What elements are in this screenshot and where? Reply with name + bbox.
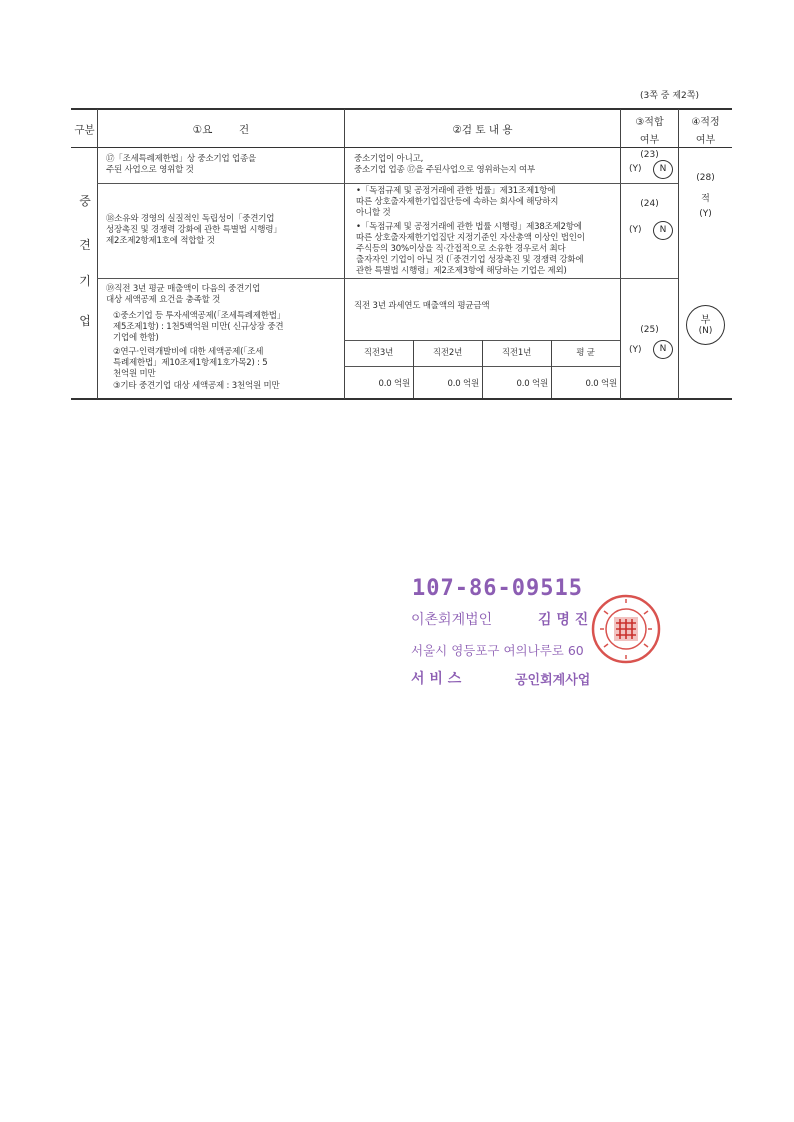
row3-requirement-1: ①중소기업 등 투자세액공제(「조세특례제한법」 제5조제1항) : 1천5백억원 미만( 신규상장 중견 기업에 한함) (113, 311, 286, 343)
row2-review-b: •「독점규제 및 공정거래에 관한 법률 시행령」제38조제2항에 따른 상호출자제한기업집단 지정기준인 자산총액 이상인 법인이 주식등의 30%이상을 직·간접적으로 소유한 경우로서 최다 출자자인 기업이 아닐 것 (「중견기업 성장촉진 및 경쟁력 강화에 관한 특별법 시행령」제2조제3항에 해당하는 기업은 제외) (356, 222, 585, 276)
stamp-firm-name: 이촌회계법인 (411, 612, 493, 628)
proper-code: (28) (696, 173, 715, 183)
header-requirements: ①요 건 (192, 124, 250, 136)
proper-no-label: 부 (700, 315, 711, 326)
side-label-char-4: 업 (79, 314, 91, 328)
value-1y: 0.0 억원 (516, 379, 548, 389)
value-2y: 0.0 억원 (447, 379, 479, 389)
row3-requirement-2: ②연구·인력개발비에 대한 세액공제(「조세 특례제한법」제10조제1항제1호가목2) : 5 천억원 미만 (113, 347, 268, 379)
row1-n-circle (653, 160, 673, 179)
col-header-2y: 직전2년 (432, 348, 463, 358)
col-divider-4 (678, 109, 679, 399)
row1-requirement: ⑰「조세특례제한법」상 중소기업 업종을 주된 사업으로 영위할 것 (106, 154, 257, 175)
proper-no-circle (686, 305, 725, 345)
col-header-3y: 직전3년 (363, 348, 394, 358)
row3-n-circle (653, 340, 673, 359)
row2-n: N (659, 225, 667, 235)
header-fit (621, 113, 678, 146)
table-top-border (71, 108, 732, 110)
header-fit-line2: 여부 (639, 135, 660, 146)
row3-n: N (659, 344, 667, 354)
row3-requirement-3: ③기타 중견기업 대상 세액공제 : 3천억원 미만 (113, 381, 280, 391)
side-label-char-3: 기 (79, 274, 91, 288)
col-header-avg: 평 균 (576, 348, 595, 358)
table-bottom-border (71, 398, 732, 400)
header-bottom-border (71, 147, 732, 148)
proper-no-n: (N) (698, 326, 713, 336)
stamp-representative: 김 명 진 (538, 612, 589, 628)
row-divider-2 (97, 278, 678, 279)
row-divider-1 (97, 183, 678, 184)
col-header-1y: 직전1년 (501, 348, 532, 358)
row3-code: (25) (640, 325, 659, 335)
side-label-char-1: 중 (79, 194, 91, 208)
header-proper-line2: 여부 (695, 135, 716, 146)
header-review: ②검 토 내 용 (452, 124, 513, 136)
row2-n-circle (653, 221, 673, 240)
row2-code: (24) (640, 199, 659, 209)
stamp-business-type: 서 비 스 (411, 671, 462, 687)
row1-review: 중소기업이 아니고, 중소기업 업종 ⑰을 주된사업으로 영위하는지 여부 (354, 154, 536, 175)
stamp-registration-number: 107-86-09515 (412, 576, 583, 601)
row2-requirement: ⑱소유와 경영의 실질적인 독립성이「중견기업 성장촉진 및 경쟁력 강화에 관한 특별법 시행령」 제2조제2항제1호에 적합할 것 (106, 214, 282, 246)
proper-value: 적 (701, 194, 710, 204)
header-proper-line1: ④적정 (691, 117, 720, 128)
side-label-char-2: 견 (79, 238, 91, 252)
stamp-address: 서울시 영등포구 여의나루로 60 (411, 643, 584, 658)
row1-y: (Y) (629, 164, 642, 174)
header-category: 구분 (74, 124, 95, 136)
page-number: (3쪽 중 제2쪽) (640, 91, 699, 101)
value-3y: 0.0 억원 (378, 379, 410, 389)
header-proper (679, 113, 732, 146)
col-divider-1 (97, 109, 98, 399)
proper-yn: (Y) (699, 209, 712, 219)
value-avg: 0.0 억원 (585, 379, 617, 389)
row3-y: (Y) (629, 345, 642, 355)
stamp-business-item: 공인회계사업 (515, 673, 591, 688)
row2-y: (Y) (629, 225, 642, 235)
company-seal (590, 593, 662, 665)
row1-code: (23) (640, 150, 659, 160)
row3-requirement-intro: ⑲직전 3년 평균 매출액이 다음의 중견기업 대상 세액공제 요건을 충족할 것 (106, 284, 261, 305)
header-fit-line1: ③적합 (635, 117, 664, 128)
row1-n: N (659, 164, 667, 174)
row3-review: 직전 3년 과세연도 매출액의 평균금액 (354, 301, 490, 311)
row2-review-a: •「독점규제 및 공정거래에 관한 법률」제31조제1항에 따른 상호출자제한기업집단등에 속하는 회사에 해당하지 아니할 것 (356, 186, 559, 218)
